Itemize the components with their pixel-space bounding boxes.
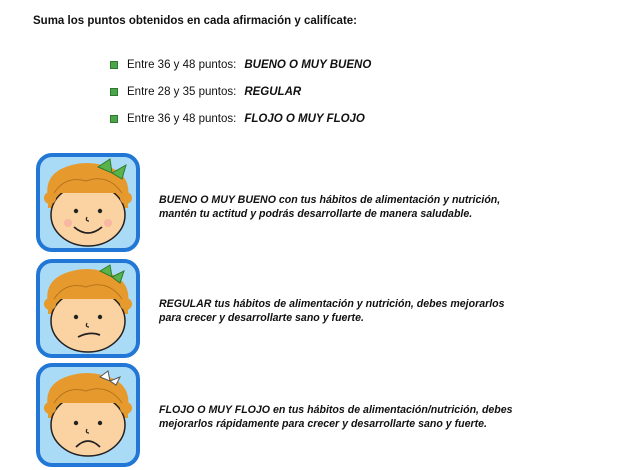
score-range-item <box>110 85 371 99</box>
happy-girl-face-icon <box>36 153 140 252</box>
happy-girl-card <box>36 153 140 252</box>
result-message-line: FLOJO O MUY FLOJO en tus hábitos de alimentación/nutrición, debes <box>159 404 513 416</box>
score-range-item <box>110 58 371 72</box>
score-range-list <box>110 58 371 139</box>
result-message <box>159 297 579 325</box>
result-message <box>159 193 579 221</box>
result-message-line: REGULAR tus hábitos de alimentación y nutrición, debes mejorarlos <box>159 298 505 310</box>
neutral-girl-card <box>36 259 140 358</box>
score-range-item <box>110 112 371 126</box>
score-range-text: Entre 28 y 35 puntos: <box>127 86 237 98</box>
instructions-heading: Suma los puntos obtenidos en cada afirmación y califícate: <box>33 15 357 27</box>
result-message-line: BUENO O MUY BUENO con tus hábitos de alimentación y nutrición, <box>159 194 501 206</box>
sad-girl-card <box>36 363 140 462</box>
square-bullet-icon <box>110 115 118 123</box>
square-bullet-icon <box>110 88 118 96</box>
result-message <box>159 403 579 431</box>
score-range-text: Entre 36 y 48 puntos: <box>127 113 237 125</box>
result-message-line: mejorarlos rápidamente para crecer y desarrollarte sano y fuerte. <box>159 418 487 430</box>
score-range-text: Entre 36 y 48 puntos: <box>127 59 237 71</box>
result-message-line: mantén tu actitud y podrás desarrollarte de manera saludable. <box>159 208 473 220</box>
score-grade-text: FLOJO O MUY FLOJO <box>244 113 365 125</box>
square-bullet-icon <box>110 61 118 69</box>
score-grade-text: BUENO O MUY BUENO <box>244 59 372 71</box>
score-grade-text: REGULAR <box>244 86 302 98</box>
sad-girl-face-icon <box>36 363 140 467</box>
neutral-girl-face-icon <box>36 259 140 358</box>
result-message-line: para crecer y desarrollarte sano y fuerte. <box>159 312 364 324</box>
